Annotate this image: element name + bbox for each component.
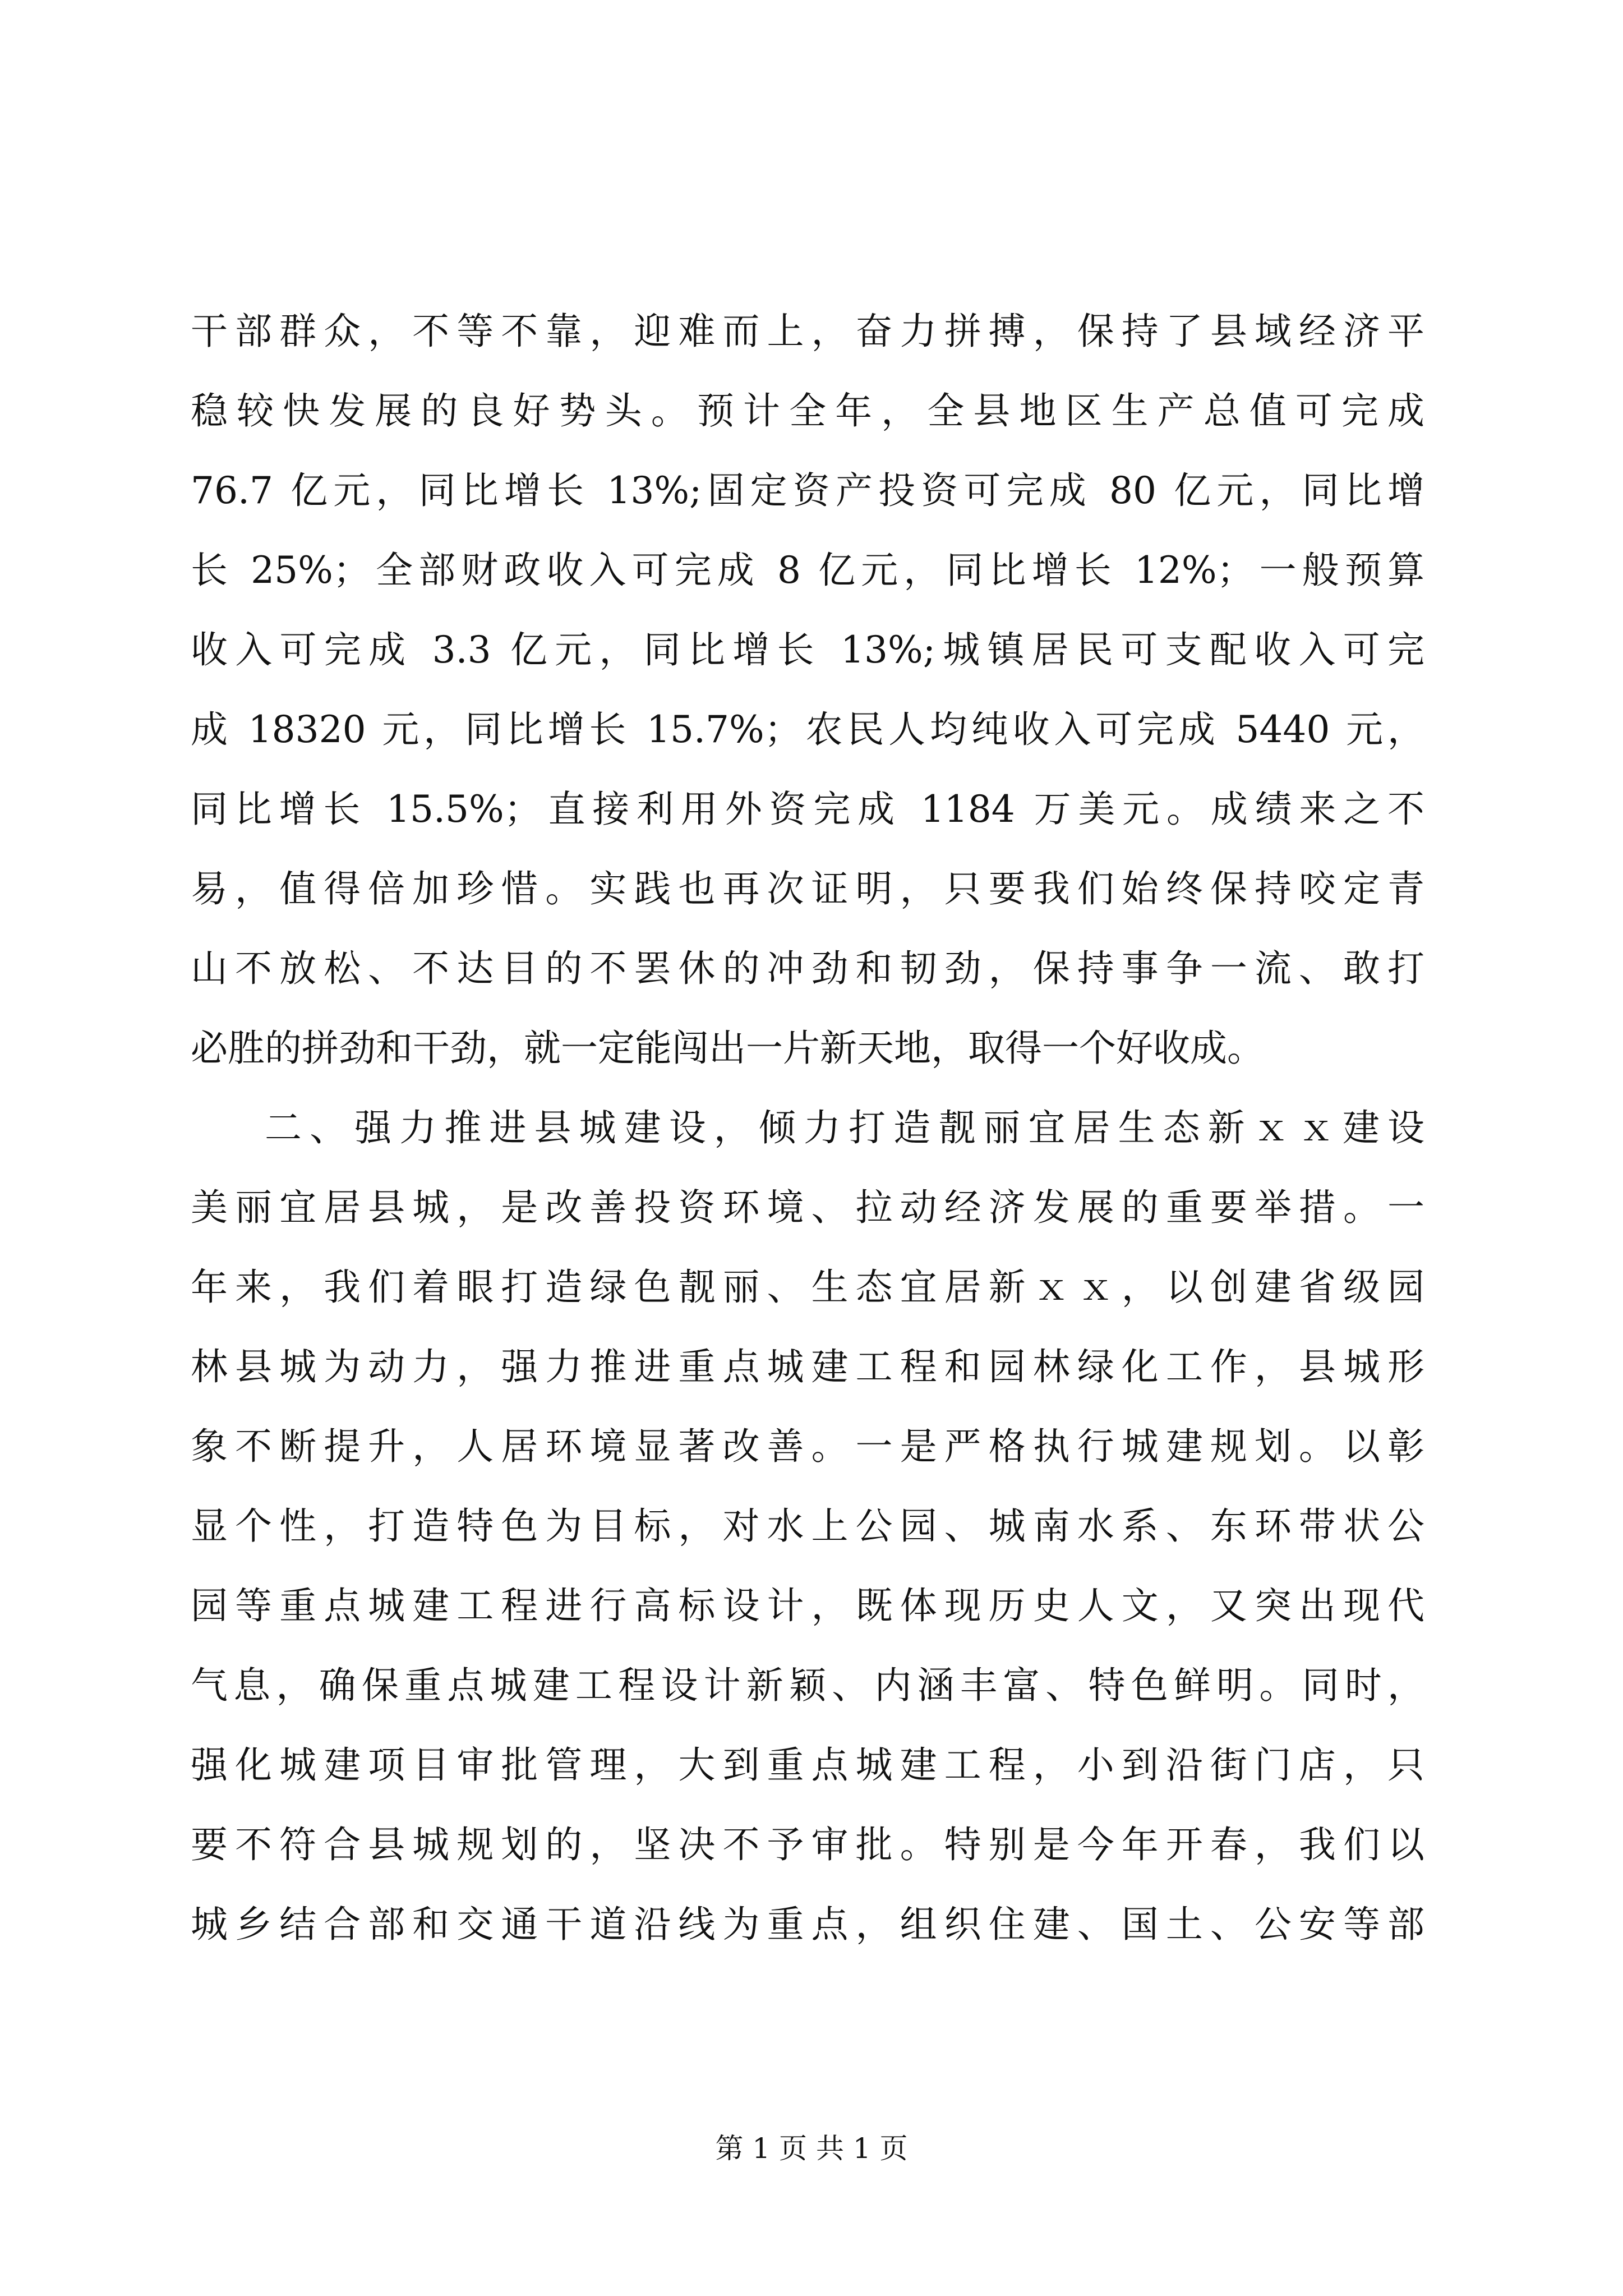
- document-body: [191, 292, 1424, 1964]
- text-line: 林县城为动力，强力推进重点城建工程和园林绿化工作，县城形: [191, 1345, 1424, 1388]
- text-line: 干部群众，不等不靠，迎难而上，奋力拼搏，保持了县域经济平: [191, 310, 1424, 353]
- text-line: 气息，确保重点城建工程设计新颖、内涵丰富、特色鲜明。同时，: [191, 1664, 1424, 1707]
- text-line: 城乡结合部和交通干道沿线为重点，组织住建、国土、公安等部: [191, 1903, 1424, 1946]
- text-line: 象不断提升，人居环境显著改善。一是严格执行城建规划。以彰: [191, 1425, 1424, 1468]
- text-line: 稳较快发展的良好势头。预计全年，全县地区生产总值可完成: [191, 389, 1424, 432]
- section-heading-line: 二、强力推进县城建设，倾力打造靓丽宜居生态新ｘｘ建设: [265, 1106, 1424, 1149]
- text-line: 美丽宜居县城，是改善投资环境、拉动经济发展的重要举措。一: [191, 1186, 1424, 1229]
- paragraph-1: [191, 292, 1424, 1088]
- text-line: 76.7 亿元，同比增长 13%;固定资产投资可完成 80 亿元，同比增: [191, 469, 1424, 512]
- paragraph-2: [191, 1088, 1424, 1964]
- text-line: 易，值得倍加珍惜。实践也再次证明，只要我们始终保持咬定青: [191, 867, 1424, 910]
- text-line: 收入可完成 3.3 亿元，同比增长 13%;城镇居民可支配收入可完: [191, 628, 1424, 671]
- text-line: 长 25%；全部财政收入可完成 8 亿元，同比增长 12%；一般预算: [191, 549, 1424, 592]
- text-line: 必胜的拼劲和干劲，就一定能闯出一片新天地，取得一个好收成。: [191, 1027, 1264, 1070]
- text-line: 年来，我们着眼打造绿色靓丽、生态宜居新ｘｘ，以创建省级园: [191, 1266, 1424, 1309]
- text-line: 成 18320 元，同比增长 15.7%；农民人均纯收入可完成 5440 元，: [191, 708, 1424, 751]
- text-line: 园等重点城建工程进行高标设计，既体现历史人文，又突出现代: [191, 1584, 1424, 1627]
- text-line: 强化城建项目审批管理，大到重点城建工程，小到沿街门店，只: [191, 1743, 1424, 1787]
- text-line: 要不符合县城规划的，坚决不予审批。特别是今年开春，我们以: [191, 1823, 1424, 1866]
- text-line: 同比增长 15.5%；直接利用外资完成 1184 万美元。成绩来之不: [191, 788, 1424, 831]
- text-line: 显个性，打造特色为目标，对水上公园、城南水系、东环带状公: [191, 1504, 1424, 1548]
- page-number-footer: 第 1 页 共 1 页: [715, 2132, 908, 2165]
- text-line: 山不放松、不达目的不罢休的冲劲和韧劲，保持事争一流、敢打: [191, 947, 1424, 990]
